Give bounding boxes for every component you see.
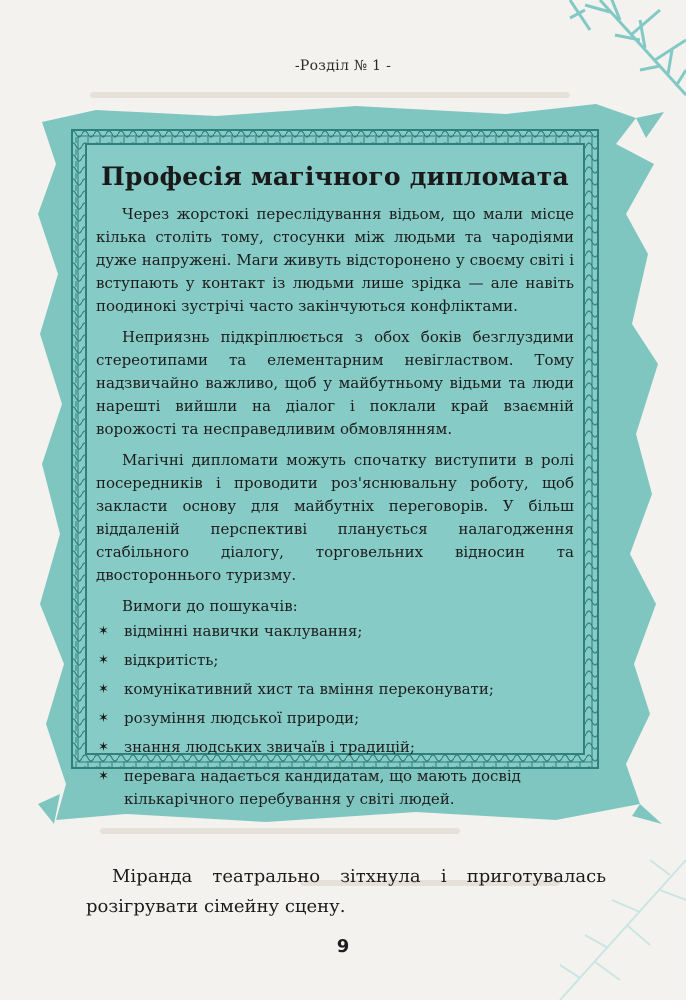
star-icon: ✶ <box>98 624 109 639</box>
star-icon: ✶ <box>98 711 109 726</box>
box-title: Професія магічного дипломата <box>101 162 569 191</box>
page-number: 9 <box>336 936 350 957</box>
paragraph-2: Неприязнь підкріплюється з обох боків безглуздими стереотипами та елементарним невіглаством. Тому надзвичайно важливо, щоб у майбутньому відьми та люди нарешті вийшли на діалог і поклали край взаємній ворожості та несправедливим обмовлянням. <box>96 328 574 438</box>
paragraph-3: Магічні дипломати можуть спочатку виступити в ролі посередників і проводити роз'яснювальну роботу, щоб закласти основу для майбутніх переговорів. У більш віддаленій перспективі планується налагодження стабільного діалогу, торговельних відносин та двостороннього туризму. <box>96 451 574 584</box>
list-item: ✶ комунікативний хист та вміння переконувати; <box>96 678 574 701</box>
paragraph-1: Через жорстокі переслідування відьом, що мали місце кілька століть тому, стосунки між людьми та чародіями дуже напружені. Маги живуть відсторонено у своєму світі і вступають у контакт із людьми лише зрідка — але навіть поодинокі зустрічі часто закінчуються конфліктами. <box>96 205 574 315</box>
star-icon: ✶ <box>98 740 109 755</box>
branch-decoration-top-right <box>570 0 686 95</box>
body-text: Міранда театрально зітхнула і приготувалась розігрувати сімейну сцену. <box>86 866 606 917</box>
box-content <box>96 150 574 808</box>
list-item: ✶ відмінні навички чаклування; <box>96 620 574 643</box>
star-icon: ✶ <box>98 769 109 784</box>
list-item: ✶ знання людських звичаїв і традицій; <box>96 736 574 759</box>
info-box <box>70 128 600 808</box>
requirements-list <box>96 620 574 811</box>
list-item: ✶ розуміння людської природи; <box>96 707 574 730</box>
star-icon: ✶ <box>98 682 109 697</box>
star-icon: ✶ <box>98 653 109 668</box>
requirements-title: Вимоги до пошукачів: <box>122 597 298 615</box>
chapter-header: -Розділ № 1 - <box>294 58 392 74</box>
list-item: ✶ перевага надається кандидатам, що мають досвід кількарічного перебування у світі людей. <box>98 767 521 808</box>
list-item: ✶ відкритість; <box>96 649 574 672</box>
